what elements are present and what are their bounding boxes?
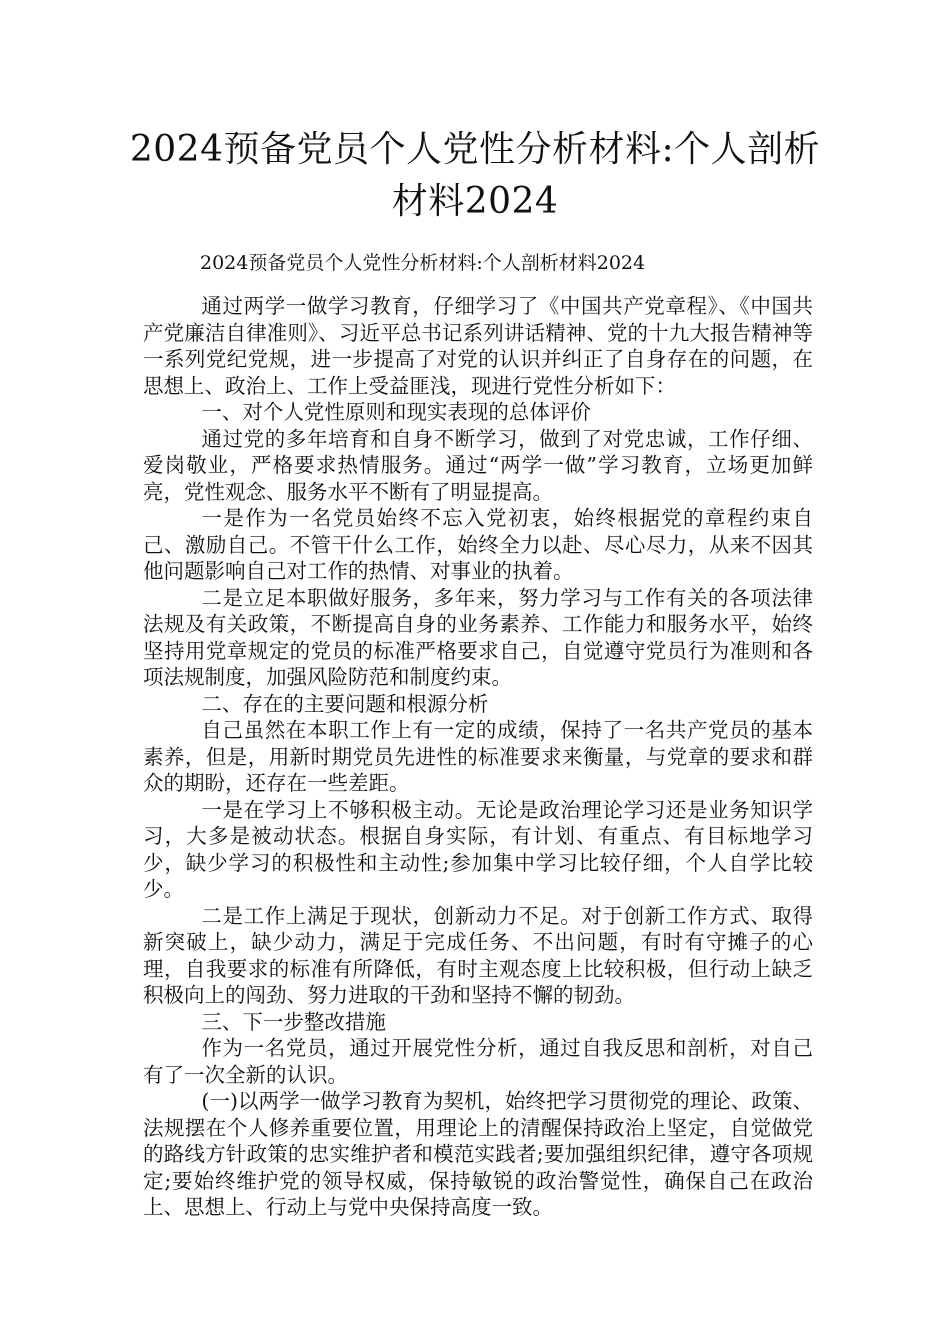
section-heading-2: 二、存在的主要问题和根源分析 bbox=[201, 691, 489, 716]
document-subtitle: 2024预备党员个人党性分析材料:个人剖析材料2024 bbox=[200, 252, 646, 274]
document-body bbox=[143, 293, 813, 1221]
paragraph: (一)以两学一做学习教育为契机，始终把学习贯彻党的理论、政策、法规摆在个人修养重要位置，用理论上的清醒保持政治上坚定，自觉做党的路线方针政策的忠实维护者和模范实践者;要加强组织纪律，遵守各项规定;要始终维护党的领导权威，保持敏锐的政治警觉性，确保自己在政治上、思想上、行动上与党中央保持高度一致。 bbox=[143, 1089, 813, 1219]
paragraph: 一是作为一名党员始终不忘入党初衷，始终根据党的章程约束自己、激励自己。不管干什么工作，始终全力以赴、尽心尽力，从来不因其他问题影响自己对工作的热情、对事业的执着。 bbox=[143, 506, 813, 583]
paragraph: 二是工作上满足于现状，创新动力不足。对于创新工作方式、取得新突破上，缺少动力，满足于完成任务、不出问题，有时有守摊子的心理，自我要求的标准有所降低，有时主观态度上比较积极，但行动上缺乏积极向上的闯劲、努力进取的干劲和坚持不懈的韧劲。 bbox=[143, 903, 813, 1007]
document-title: 2024预备党员个人党性分析材料:个人剖析材料2024 bbox=[129, 129, 821, 222]
paragraph: 自己虽然在本职工作上有一定的成绩，保持了一名共产党员的基本素养，但是，用新时期党员先进性的标准要求来衡量，与党章的要求和群众的期盼，还存在一些差距。 bbox=[143, 718, 813, 795]
section-heading-3: 三、下一步整改措施 bbox=[201, 1009, 386, 1034]
paragraph: 通过党的多年培育和自身不断学习，做到了对党忠诚，工作仔细、爱岗敬业，严格要求热情服务。通过“两学一做”学习教育，立场更加鲜亮，党性观念、服务水平不断有了明显提高。 bbox=[143, 426, 813, 504]
paragraph: 二是立足本职做好服务，多年来，努力学习与工作有关的各项法律法规及有关政策，不断提高自身的业务素养、工作能力和服务水平，始终坚持用党章规定的党员的标准严格要求自己，自觉遵守党员行为准则和各项法规制度，加强风险防范和制度约束。 bbox=[143, 585, 813, 689]
section-heading-1: 一、对个人党性原则和现实表现的总体评价 bbox=[201, 400, 591, 424]
paragraph: 作为一名党员，通过开展党性分析，通过自我反思和剖析，对自己有了一次全新的认识。 bbox=[143, 1036, 813, 1087]
paragraph: 一是在学习上不够积极主动。无论是政治理论学习还是业务知识学习，大多是被动状态。根据自身实际，有计划、有重点、有目标地学习少，缺少学习的积极性和主动性;参加集中学习比较仔细，个人自学比较少。 bbox=[143, 797, 813, 901]
paragraph-intro: 通过两学一做学习教育，仔细学习了《中国共产党章程》、《中国共产党廉洁自律准则》、习近平总书记系列讲话精神、党的十九大报告精神等一系列党纪党规，进一步提高了对党的认识并纠正了自身存在的问题，在思想上、政治上、工作上受益匪浅，现进行党性分析如下： bbox=[143, 294, 813, 398]
